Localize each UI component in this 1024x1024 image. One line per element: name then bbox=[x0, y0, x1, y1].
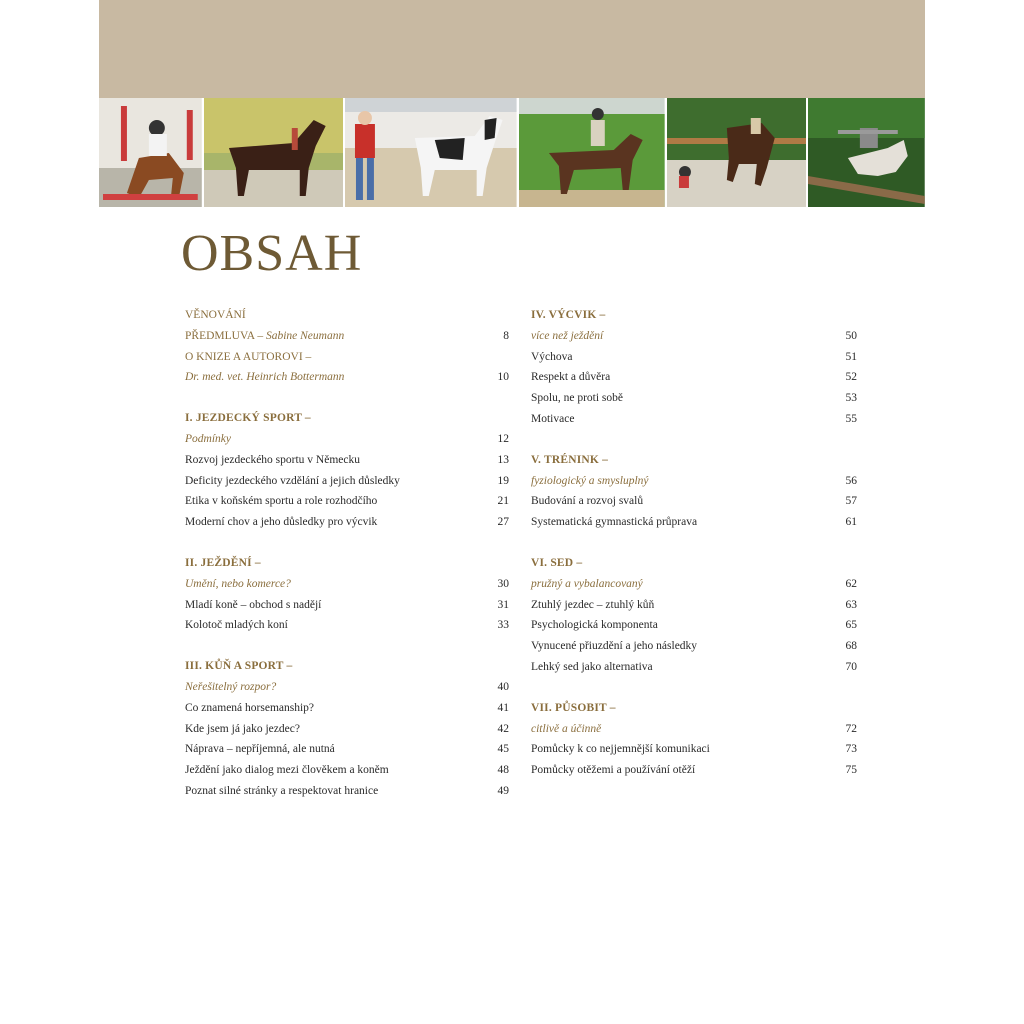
toc-entry-author: Sabine Neumann bbox=[265, 329, 345, 342]
toc-row[interactable] bbox=[185, 743, 509, 764]
toc-row[interactable] bbox=[185, 351, 509, 372]
toc-page-number: 51 bbox=[845, 350, 857, 363]
toc-chapter-heading: III. KŮŇ A SPORT – bbox=[185, 660, 293, 673]
toc-entry-author: Dr. med. vet. Heinrich Bottermann bbox=[185, 371, 345, 384]
toc-page-number: 65 bbox=[845, 619, 857, 632]
toc-entry-title: Budování a rozvoj svalů bbox=[531, 495, 644, 508]
toc-entry-title: Rozvoj jezdeckého sportu v Německu bbox=[185, 453, 360, 466]
toc-section bbox=[531, 702, 857, 785]
toc-row[interactable] bbox=[531, 743, 857, 764]
toc-page-number: 75 bbox=[845, 764, 857, 777]
toc-page-number: 19 bbox=[497, 474, 509, 487]
toc-row[interactable] bbox=[531, 351, 857, 372]
toc-page-number: 61 bbox=[845, 516, 857, 529]
bay-horse-photo bbox=[204, 98, 344, 207]
top-banner bbox=[99, 0, 925, 98]
toc-entry-title: Psychologická komponenta bbox=[531, 619, 658, 632]
toc-page-number: 27 bbox=[497, 516, 509, 529]
toc-page-number: 31 bbox=[497, 598, 509, 611]
water-obstacle-photo bbox=[667, 98, 807, 207]
toc-page-number: 45 bbox=[497, 743, 509, 756]
toc-row[interactable] bbox=[185, 557, 509, 578]
toc-row[interactable] bbox=[531, 495, 857, 516]
toc-entry-title: Co znamená horsemanship? bbox=[185, 701, 315, 714]
toc-row[interactable] bbox=[531, 516, 857, 537]
toc-chapter-subtitle: Neřešitelný rozpor? bbox=[185, 680, 277, 693]
toc-row[interactable] bbox=[185, 723, 509, 744]
toc-entry-title bbox=[185, 330, 344, 342]
toc-chapter-heading: VI. SED – bbox=[531, 556, 583, 569]
toc-entry-title: Systematická gymnastická průprava bbox=[531, 516, 698, 529]
toc-entry-title: Spolu, ne proti sobě bbox=[531, 392, 623, 405]
toc-page-number: 57 bbox=[845, 495, 857, 508]
toc-left-sections bbox=[185, 412, 509, 806]
toc-chapter-subtitle: citlivě a účinně bbox=[531, 722, 602, 735]
toc-page-number: 48 bbox=[497, 764, 509, 777]
toc-page-number: 70 bbox=[845, 660, 857, 673]
toc-row[interactable] bbox=[531, 661, 857, 682]
toc-entry-title: Pomůcky otěžemi a používání otěží bbox=[531, 764, 696, 777]
toc-front-matter bbox=[185, 309, 509, 392]
toc-row[interactable] bbox=[185, 619, 509, 640]
toc-entry-title: Mladí koně – obchod s nadějí bbox=[185, 598, 322, 611]
toc-entry-title: O KNIZE A AUTOROVI – bbox=[185, 350, 312, 363]
toc-page-number: 8 bbox=[503, 329, 509, 342]
toc-row[interactable] bbox=[185, 433, 509, 454]
toc-right-column bbox=[531, 309, 857, 805]
toc-row[interactable] bbox=[531, 371, 857, 392]
toc-row[interactable] bbox=[531, 619, 857, 640]
toc-row[interactable] bbox=[531, 764, 857, 785]
toc-entry-label: PŘEDMLUVA – bbox=[185, 329, 266, 342]
toc-page-number: 13 bbox=[497, 453, 509, 466]
toc-chapter-heading: V. TRÉNINK – bbox=[531, 453, 609, 466]
toc-row[interactable] bbox=[185, 660, 509, 681]
toc-entry-title: Ztuhlý jezdec – ztuhlý kůň bbox=[531, 598, 655, 611]
toc-page-number: 41 bbox=[497, 701, 509, 714]
toc-row[interactable] bbox=[185, 495, 509, 516]
toc-row[interactable] bbox=[185, 681, 509, 702]
toc-page-number: 68 bbox=[845, 640, 857, 653]
toc-entry-title: Respekt a důvěra bbox=[531, 371, 611, 384]
toc-entry-title: Vynucené přiuzdění a jeho následky bbox=[531, 640, 698, 653]
toc-row[interactable] bbox=[185, 764, 509, 785]
toc-row[interactable] bbox=[185, 454, 509, 475]
toc-row[interactable] bbox=[531, 330, 857, 351]
page-title: OBSAH bbox=[181, 225, 363, 282]
toc-entry-title: Náprava – nepříjemná, ale nutná bbox=[185, 743, 335, 756]
toc-page-number: 21 bbox=[497, 495, 509, 508]
toc-entry-title: VĚNOVÁNÍ bbox=[185, 309, 246, 321]
toc-page-number: 50 bbox=[845, 329, 857, 342]
toc-row[interactable] bbox=[531, 723, 857, 744]
groundwork-pinto-photo bbox=[345, 98, 517, 207]
toc-page-number: 52 bbox=[845, 371, 857, 384]
toc-row[interactable] bbox=[185, 371, 509, 392]
toc-row[interactable] bbox=[531, 702, 857, 723]
toc-row[interactable] bbox=[185, 475, 509, 496]
toc-chapter-heading: IV. VÝCVIK – bbox=[531, 309, 606, 321]
toc-page-number: 63 bbox=[845, 598, 857, 611]
toc-page-number: 56 bbox=[845, 474, 857, 487]
toc-page-number: 33 bbox=[497, 619, 509, 632]
toc-page-number: 73 bbox=[845, 743, 857, 756]
toc-section bbox=[531, 309, 857, 434]
toc-entry-title: Motivace bbox=[531, 412, 575, 425]
toc-section bbox=[185, 660, 509, 806]
toc-entry-title: Poznat silné stránky a respektovat hranice bbox=[185, 784, 379, 797]
toc-page-number: 62 bbox=[845, 577, 857, 590]
toc-right-sections bbox=[531, 309, 857, 785]
toc-chapter-heading: VII. PŮSOBIT – bbox=[531, 701, 616, 714]
toc-entry-title: Deficity jezdeckého vzdělání a jejich důsledky bbox=[185, 474, 400, 487]
toc-row[interactable] bbox=[531, 392, 857, 413]
toc-page-number: 30 bbox=[497, 577, 509, 590]
toc-section bbox=[531, 454, 857, 537]
toc-entry-title: Lehký sed jako alternativa bbox=[531, 660, 653, 673]
toc-row[interactable] bbox=[185, 702, 509, 723]
toc-row[interactable] bbox=[531, 557, 857, 578]
toc-chapter-heading: I. JEZDECKÝ SPORT – bbox=[185, 412, 311, 425]
toc-row[interactable] bbox=[185, 516, 509, 537]
toc-entry-title: Moderní chov a jeho důsledky pro výcvik bbox=[185, 516, 378, 529]
toc-left-column bbox=[185, 309, 509, 826]
toc-chapter-subtitle: fyziologický a smysluplný bbox=[531, 474, 649, 487]
toc-row[interactable] bbox=[531, 599, 857, 620]
toc-row[interactable] bbox=[531, 578, 857, 599]
photo-strip bbox=[99, 98, 925, 207]
toc-row[interactable] bbox=[531, 309, 857, 330]
forest-jump-photo bbox=[808, 98, 925, 207]
toc-row[interactable] bbox=[531, 640, 857, 661]
toc-page-number: 53 bbox=[845, 392, 857, 405]
toc-chapter-heading: II. JEŽDĚNÍ – bbox=[185, 556, 261, 569]
toc-section bbox=[185, 412, 509, 537]
toc-entry-title: Pomůcky k co nejjemnější komunikaci bbox=[531, 743, 710, 756]
toc-row[interactable] bbox=[531, 475, 857, 496]
toc-row[interactable] bbox=[185, 578, 509, 599]
toc-row[interactable] bbox=[185, 785, 509, 806]
toc-chapter-subtitle: pružný a vybalancovaný bbox=[531, 577, 643, 590]
toc-page-number: 12 bbox=[497, 432, 509, 445]
toc-section bbox=[185, 557, 509, 640]
toc-chapter-subtitle: Podmínky bbox=[185, 432, 231, 445]
toc-section bbox=[531, 557, 857, 682]
toc-entry-title: Ježdění jako dialog mezi člověkem a koněm bbox=[185, 764, 389, 777]
riding-field-photo bbox=[519, 98, 665, 207]
toc-row[interactable] bbox=[185, 330, 509, 351]
toc-row[interactable] bbox=[531, 413, 857, 434]
toc-page-number: 10 bbox=[497, 371, 509, 384]
toc-page-number: 42 bbox=[497, 722, 509, 735]
toc-entry-title: Kde jsem já jako jezdec? bbox=[185, 722, 300, 735]
toc-entry-title: Výchova bbox=[531, 350, 573, 363]
toc-chapter-subtitle: více než ježdění bbox=[531, 329, 604, 342]
toc-row[interactable] bbox=[185, 599, 509, 620]
toc-row[interactable] bbox=[185, 412, 509, 433]
toc-chapter-subtitle: Umění, nebo komerce? bbox=[185, 577, 291, 590]
toc-page-number: 49 bbox=[497, 784, 509, 797]
toc-row[interactable] bbox=[185, 309, 509, 330]
toc-page-number: 40 bbox=[497, 680, 509, 693]
toc-entry-title: Kolotoč mladých koní bbox=[185, 619, 288, 632]
toc-page-number: 55 bbox=[845, 412, 857, 425]
show-jumping-photo bbox=[99, 98, 202, 207]
toc-page-number: 72 bbox=[845, 722, 857, 735]
toc-entry-title: Etika v koňském sportu a role rozhodčího bbox=[185, 495, 378, 508]
toc-row[interactable] bbox=[531, 454, 857, 475]
